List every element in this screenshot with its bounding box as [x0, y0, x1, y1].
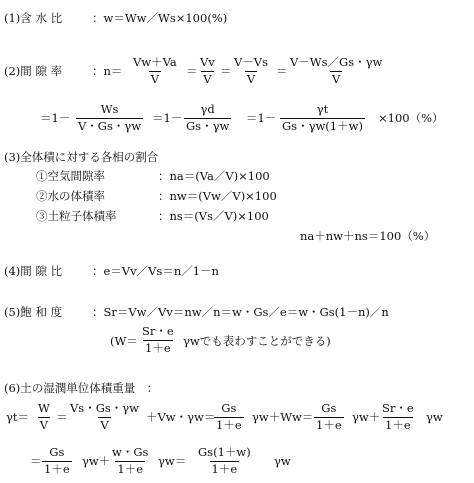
section-4-label: (4)間 隙 比 [4, 264, 63, 278]
unit-weight-term-b: ＋Vw・γw＝ [146, 410, 216, 424]
water-volume-ratio-label: ②水の体積率 [36, 189, 105, 203]
equals: ＝ [30, 454, 42, 468]
unit-weight-term-g: γw＝ [158, 454, 187, 468]
equals: ＝ [56, 410, 68, 424]
one-minus: ＝1－ [246, 111, 277, 125]
porosity-fraction-7: $\frac{\gamma t}{Gs・\gamma w(1+w)}$ [282, 102, 363, 133]
saturation-note-fraction: $\frac{Sr・e}{1+e}$ [142, 324, 174, 355]
section-2-label: (2)間 隙 率 [4, 64, 63, 78]
air-porosity-label: ①空気間隙率 [36, 169, 105, 183]
unit-weight-fraction-a: $\frac{W}{V}$ [38, 401, 50, 432]
one-minus: ＝1－ [152, 111, 183, 125]
solid-volume-ratio-formula: ：ns＝(Vs／V)×100 [158, 209, 269, 223]
section-6-label: (6)土の湿潤単位体積重量 ： [4, 381, 159, 395]
equals: ＝ [186, 64, 198, 78]
unit-weight-fraction-d: $\frac{Gs}{1+e}$ [316, 401, 342, 432]
porosity-fraction-5: $\frac{Ws}{V・Gs・\gamma w}$ [78, 102, 142, 133]
section-3-label: (3)全体積に対する各相の割合 [4, 150, 159, 164]
unit-weight-lhs: γt＝ [6, 410, 29, 424]
section-5-label: (5)飽 和 度 [4, 305, 63, 319]
void-ratio-formula: ：e＝Vv／Vs＝n／1－n [92, 264, 219, 278]
unit-weight-term-h: γw [274, 454, 291, 468]
porosity-fraction-1: $\frac{Vw+Va}{V}$ [133, 55, 177, 86]
times-100-percent: ×100（%） [378, 111, 444, 125]
solid-volume-ratio-label: ③土粒子体積率 [36, 209, 117, 223]
porosity-fraction-6: $\frac{\gamma d}{Gs・\gamma w}$ [186, 102, 230, 133]
one-minus: ＝1－ [40, 111, 71, 125]
porosity-fraction-3: $\frac{V-Vs}{V}$ [234, 55, 269, 86]
phase-sum-formula: na＋nw＋ns＝100（%） [300, 229, 436, 243]
water-content-formula: ：w＝Ww／Ws×100(%) [92, 11, 228, 25]
unit-weight-term-f: γw＋ [82, 454, 111, 468]
porosity-lhs: ：n＝ [92, 64, 123, 78]
porosity-fraction-2: $\frac{Vv}{V}$ [200, 55, 215, 86]
saturation-note-prefix: (W＝ [110, 334, 138, 348]
unit-weight-fraction-c: $\frac{Gs}{1+e}$ [216, 401, 242, 432]
equals: ＝ [220, 64, 232, 78]
unit-weight-fraction-b: $\frac{Vs・Gs・\gamma w}{V}$ [70, 401, 140, 432]
unit-weight-fraction-g: $\frac{w・Gs}{1+e}$ [112, 445, 149, 476]
unit-weight-term-d: γw＋ [352, 410, 381, 424]
equals: ＝ [276, 64, 288, 78]
unit-weight-term-e: γw [426, 410, 443, 424]
unit-weight-fraction-f: $\frac{Gs}{1+e}$ [44, 445, 70, 476]
unit-weight-fraction-h: $\frac{Gs(1+w)}{1+e}$ [198, 445, 251, 476]
section-1-label: (1)含 水 比 [4, 11, 63, 25]
unit-weight-fraction-e: $\frac{Sr・e}{1+e}$ [382, 401, 414, 432]
air-porosity-formula: ：na＝(Va／V)×100 [158, 169, 270, 183]
unit-weight-term-c: γw＋Ww＝ [252, 410, 314, 424]
water-volume-ratio-formula: ：nw＝(Vw／V)×100 [158, 189, 277, 203]
porosity-fraction-4: $\frac{V-Ws/Gs・\gamma w}{V}$ [290, 55, 383, 86]
saturation-note-suffix: γwでも表わすことができる) [183, 334, 331, 348]
saturation-formula: ：Sr＝Vw／Vv＝nw／n＝w・Gs／e＝w・Gs(1－n)／n [92, 305, 389, 319]
